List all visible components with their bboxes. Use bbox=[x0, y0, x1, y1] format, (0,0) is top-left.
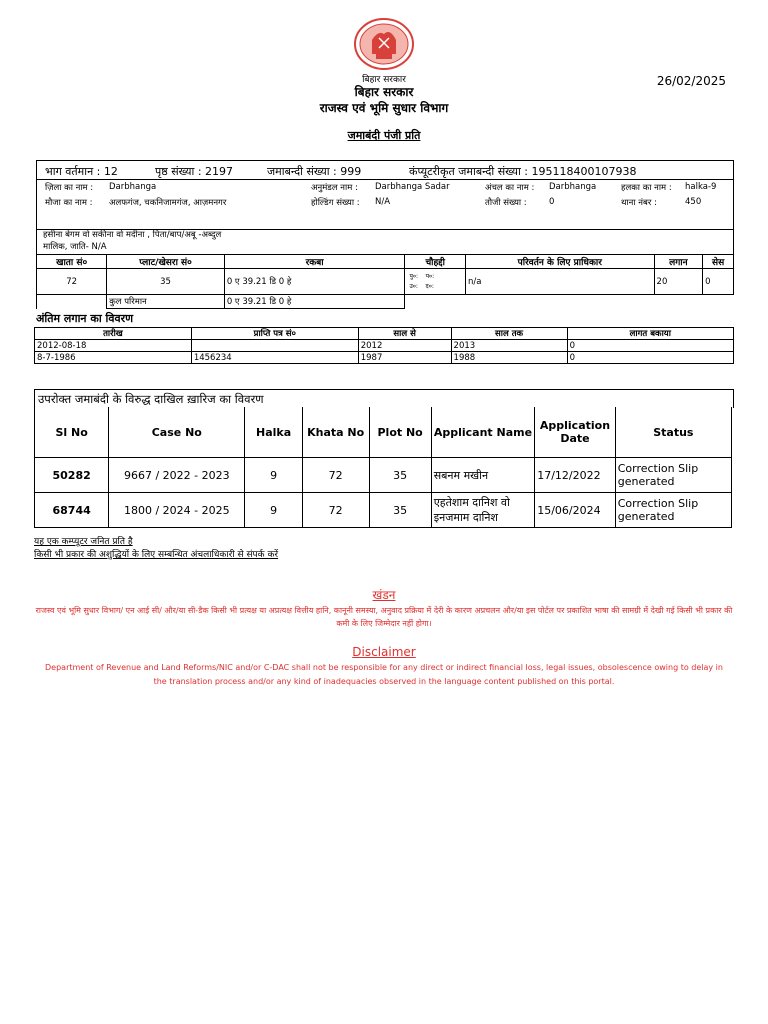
table-row bbox=[35, 340, 734, 352]
cell: 2013 bbox=[451, 340, 567, 352]
sl-cell: 68744 bbox=[35, 493, 109, 528]
halka-value: halka-9 bbox=[685, 182, 717, 192]
anchal-label: अंचल का नाम : bbox=[485, 183, 535, 193]
tauji-label: तौजी संख्या : bbox=[485, 198, 527, 208]
bhag-varttman: भाग वर्तमान : 12 bbox=[45, 165, 118, 178]
date-cell: 17/12/2022 bbox=[535, 458, 616, 493]
holding-label: होल्डिंग संख्या : bbox=[311, 198, 360, 208]
col-ses: सेस bbox=[703, 255, 734, 269]
owner-caste: मालिक, जाति- N/A bbox=[43, 242, 107, 252]
anumandal-value: Darbhanga Sadar bbox=[375, 182, 450, 192]
dakhil-title-bar bbox=[34, 389, 734, 408]
total-row bbox=[37, 295, 734, 309]
mauja-label: मौजा का नाम : bbox=[45, 198, 93, 208]
dakhil-section-title: उपरोक्त जमाबंदी के विरुद्ध दाखिल ख़ारिज का विवरण bbox=[38, 392, 264, 406]
halka-cell: 9 bbox=[245, 458, 302, 493]
hindi-disclaimer-title: खंडन bbox=[372, 588, 396, 602]
dakhil-table bbox=[34, 407, 732, 528]
col-rakba: रकबा bbox=[224, 255, 405, 269]
total-empty bbox=[405, 295, 466, 309]
col-plot: प्लाट/खेसरा सं० bbox=[107, 255, 225, 269]
table-row bbox=[35, 352, 734, 364]
hindi-disclaimer-text: राजस्व एवं भूमि सुधार विभाग/ एन आई सी/ और/या सी-डैक किसी भी प्रत्यक्ष या अप्रत्यक्ष वित्तीय हानि, कानूनी समस्या, अनुवाद प्रक्रिया में देरी के कारण अप्रचलन और/या इस पोर्टल पर प्रकाशित भाषा की सामग्री में देखी गई किसी भी प्रकार की कमी के लिए जिम्मेदार नहीं होगा। bbox=[35, 606, 733, 628]
khata-cell: 72 bbox=[302, 458, 369, 493]
col-khata-no: Khata No bbox=[302, 407, 369, 458]
cell: 1456234 bbox=[191, 352, 358, 364]
owner-name: हसीना बेगम वो सकीना वो मदीना , पिता/बाप/अबू -अब्दुल bbox=[43, 230, 222, 240]
computer-generated-note: यह एक कम्प्यूटर जनित प्रति है bbox=[34, 537, 133, 547]
mauja-value: अलफगंज, चकनिजामगंज, आज़मनगर bbox=[109, 198, 227, 208]
lagaan-table bbox=[34, 327, 734, 364]
summary-row bbox=[37, 161, 733, 180]
tauji-value: 0 bbox=[549, 197, 555, 207]
cell: 2012-08-18 bbox=[35, 340, 192, 352]
chauhaddi-cell: पु०: प०: उ०: द०: bbox=[405, 269, 466, 295]
khata-cell: 72 bbox=[302, 493, 369, 528]
rakba-cell: 0 ए 39.21 डि 0 हे bbox=[224, 269, 405, 295]
anchal-value: Darbhanga bbox=[549, 182, 597, 192]
cell: 2012 bbox=[358, 340, 451, 352]
emblem-caption: बिहार सरकार bbox=[362, 75, 406, 85]
total-empty bbox=[465, 295, 654, 309]
col-applicant: Applicant Name bbox=[431, 407, 535, 458]
thana-value: 450 bbox=[685, 197, 702, 207]
plot-cell: 35 bbox=[369, 493, 431, 528]
col-khata: खाता सं० bbox=[37, 255, 107, 269]
cell: 0 bbox=[567, 352, 733, 364]
cell: 1987 bbox=[358, 352, 451, 364]
col-prapti: प्राप्ति पत्र सं० bbox=[191, 328, 358, 340]
zila-label: ज़िला का नाम : bbox=[45, 183, 94, 193]
govt-name: बिहार सरकार bbox=[354, 85, 414, 99]
col-lagaan: लगान bbox=[654, 255, 703, 269]
lagaan-section-title: अंतिम लगान का विवरण bbox=[36, 312, 134, 325]
sl-cell: 50282 bbox=[35, 458, 109, 493]
anumandal-label: अनुमंडल नाम : bbox=[311, 183, 358, 193]
col-tarikh: तारीख bbox=[35, 328, 192, 340]
print-date: 26/02/2025 bbox=[656, 74, 726, 88]
total-empty bbox=[703, 295, 734, 309]
cell: 0 bbox=[567, 340, 733, 352]
col-status: Status bbox=[615, 407, 731, 458]
status-cell: Correction Slip generated bbox=[615, 493, 731, 528]
cell: 8-7-1986 bbox=[35, 352, 192, 364]
cell: 1988 bbox=[451, 352, 567, 364]
plot-cell: 35 bbox=[107, 269, 225, 295]
document-title: जमाबंदी पंजी प्रति bbox=[347, 129, 421, 142]
col-saal-se: साल से bbox=[358, 328, 451, 340]
english-disclaimer-text: Department of Revenue and Land Reforms/NIC and/or C-DAC shall not be responsible for any direct or indirect financial loss, legal issues, obsolescence owing to delay in the translation process and/or any kind of inadequacies observed in the language content published on this portal. bbox=[45, 663, 723, 686]
applicant-cell: एहतेशाम दानिश वो इनजमाम दानिश bbox=[431, 493, 535, 528]
status-cell: Correction Slip generated bbox=[615, 458, 731, 493]
jamabandi-info-box bbox=[36, 160, 734, 230]
date-cell: 15/06/2024 bbox=[535, 493, 616, 528]
table-row bbox=[35, 458, 732, 493]
plot-cell: 35 bbox=[369, 458, 431, 493]
col-halka: Halka bbox=[245, 407, 302, 458]
col-plot-no: Plot No bbox=[369, 407, 431, 458]
english-disclaimer-title: Disclaimer bbox=[352, 645, 416, 659]
col-app-date: Application Date bbox=[535, 407, 616, 458]
zila-value: Darbhanga bbox=[109, 182, 157, 192]
contact-officer-note: किसी भी प्रकार की अशुद्धियों के लिए सम्बन्धित अंचलाधिकारी से संपर्क करें bbox=[34, 550, 279, 560]
col-bakaya: लागत बकाया bbox=[567, 328, 733, 340]
thana-label: थाना नंबर : bbox=[621, 198, 657, 208]
case-cell: 1800 / 2024 - 2025 bbox=[109, 493, 245, 528]
table-row bbox=[37, 269, 734, 295]
applicant-cell: सबनम मखीन bbox=[431, 458, 535, 493]
total-empty bbox=[654, 295, 703, 309]
jamabandi-sankhya: जमाबन्दी संख्या : 999 bbox=[267, 165, 362, 178]
adhikar-cell: n/a bbox=[465, 269, 654, 295]
case-cell: 9667 / 2022 - 2023 bbox=[109, 458, 245, 493]
col-sl: Sl No bbox=[35, 407, 109, 458]
cell bbox=[191, 340, 358, 352]
owner-block bbox=[36, 228, 734, 254]
computerized-jamabandi: कंप्यूटरीकृत जमाबन्दी संख्या : 195118400107938 bbox=[409, 165, 637, 178]
col-case: Case No bbox=[109, 407, 245, 458]
bihar-emblem-icon bbox=[352, 18, 416, 72]
land-table bbox=[36, 254, 734, 309]
col-adhikar: परिवर्तन के लिए प्राधिकार bbox=[465, 255, 654, 269]
halka-cell: 9 bbox=[245, 493, 302, 528]
col-saal-tak: साल तक bbox=[451, 328, 567, 340]
holding-value: N/A bbox=[375, 197, 391, 207]
department-name: राजस्व एवं भूमि सुधार विभाग bbox=[319, 101, 449, 115]
total-value: 0 ए 39.21 डि 0 हे bbox=[224, 295, 405, 309]
total-spacer bbox=[37, 295, 107, 309]
lagaan-cell: 20 bbox=[654, 269, 703, 295]
ses-cell: 0 bbox=[703, 269, 734, 295]
halka-label: हलका का नाम : bbox=[621, 183, 672, 193]
prishtha-sankhya: पृष्ठ संख्या : 2197 bbox=[155, 165, 234, 178]
col-chauhaddi: चौहद्दी bbox=[405, 255, 466, 269]
total-label: कुल परिमान bbox=[107, 295, 225, 309]
table-row bbox=[35, 493, 732, 528]
khata-cell: 72 bbox=[37, 269, 107, 295]
